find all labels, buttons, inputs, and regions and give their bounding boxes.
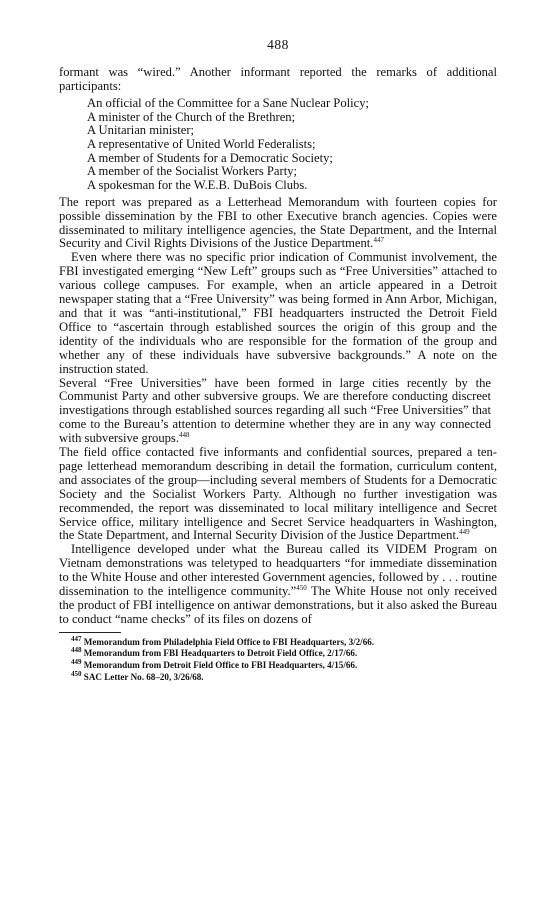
footnote-ref: 448	[178, 430, 190, 439]
footnote-text: Memorandum from Detroit Field Office to FBI Headquarters, 4/15/66.	[81, 660, 358, 671]
footnote	[59, 648, 497, 660]
paragraph	[59, 196, 497, 252]
paragraph	[59, 251, 497, 376]
footnote-text: Memorandum from Philadelphia Field Office to FBI Headquarters, 3/2/66.	[81, 636, 375, 647]
paragraph-text: The report was prepared as a Letterhead Memorandum with fourteen copies for possible dissemination by the FBI to other Executive branch agencies. Copies were disseminated to military intelligence agencies, the State Department, and the Internal Security and Civil Rights Divisions of the Justice Department.	[59, 194, 497, 251]
paragraph	[59, 543, 497, 626]
footnote-number: 448	[71, 646, 82, 655]
paragraph	[59, 446, 497, 543]
footnote-divider	[59, 632, 121, 633]
list-item: A member of the Socialist Workers Party;	[87, 164, 298, 179]
list-item: A Unitarian minister;	[87, 123, 195, 138]
footnote	[59, 634, 497, 649]
paragraph-text: formant was “wired.” Another informant reported the remarks of additional participants:	[59, 65, 497, 93]
paragraph-text: The field office contacted five informants and confidential sources, prepared a ten-page letterhead memorandum describing in detail the formation, curriculum content, and associates of the group—including several members of Students for a Democratic Society and the Socialist Workers Party. Although no further investigation was recommended, the report was disseminated to local military intelligence and Secret Service office, military intelligence and Secret Service headquarters in Washington, the State Department, and Internal Security Division of the Justice Department.	[59, 445, 497, 543]
list-item: A spokesman for the W.E.B. DuBois Clubs.	[87, 178, 308, 193]
list-item: A representative of United World Federalists;	[87, 136, 316, 151]
footnote-ref: 449	[459, 528, 470, 537]
footnote-number: 449	[71, 657, 82, 666]
page-number: 488	[267, 37, 289, 52]
footnotes	[59, 634, 497, 683]
footnote-ref: 450	[296, 583, 307, 592]
paragraph-continuation	[59, 66, 497, 94]
block-quote	[59, 377, 497, 447]
list-item: A minister of the Church of the Brethren;	[87, 109, 296, 124]
list-item: A member of Students for a Democratic Society;	[87, 150, 333, 165]
footnote-number: 447	[71, 634, 82, 643]
paragraph-text: The White House not only received the product of FBI intelligence on antiwar demonstrations, but it also asked the Bureau to conduct “name checks” of its files on dozens of	[59, 584, 497, 626]
participants-list	[87, 97, 497, 193]
quote-text: Several “Free Universities” have been formed in large cities recently by the Communist Party and other subversive groups. We are therefore conducting discreet investigations through established sources regarding all such “Free Universities” that come to the Bureau’s attention to determine whether they are in any way connected with subversive groups.	[59, 375, 491, 446]
body-text	[59, 66, 497, 683]
footnote-ref: 447	[373, 236, 384, 245]
document-page	[59, 0, 497, 901]
footnote-text: Memorandum from FBI Headquarters to Detroit Field Office, 2/17/66.	[81, 648, 358, 659]
paragraph-text: Intelligence developed under what the Bureau called its VIDEM Program on Vietnam demonstrations was teletyped to headquarters “for immediate dissemination to the White House and other interested Government agencies, followed by . . . routine dissemination to the intelligence community.”	[59, 542, 497, 599]
footnote-text: SAC Letter No. 68–20, 3/26/68.	[81, 671, 204, 682]
paragraph-text: Even where there was no specific prior indication of Communist involvement, the FBI investigated emerging “New Left” groups such as “Free Universities” attached to various college campuses. For example, when an article appeared in a Detroit newspaper stating that a “Free University” was being formed in Ann Arbor, Michigan, and that it was “anti-institutional,” FBI headquarters instructed the Detroit Field Office to “ascertain through established sources the origin of this group and the identity of the individuals who are responsible for the formation of the group and whether any of these individuals have subversive backgrounds.” A note on the instruction stated.	[59, 250, 497, 376]
footnote	[59, 657, 497, 672]
footnote-number: 450	[71, 669, 82, 678]
footnote	[59, 669, 497, 684]
list-item: An official of the Committee for a Sane Nuclear Policy;	[87, 95, 369, 110]
